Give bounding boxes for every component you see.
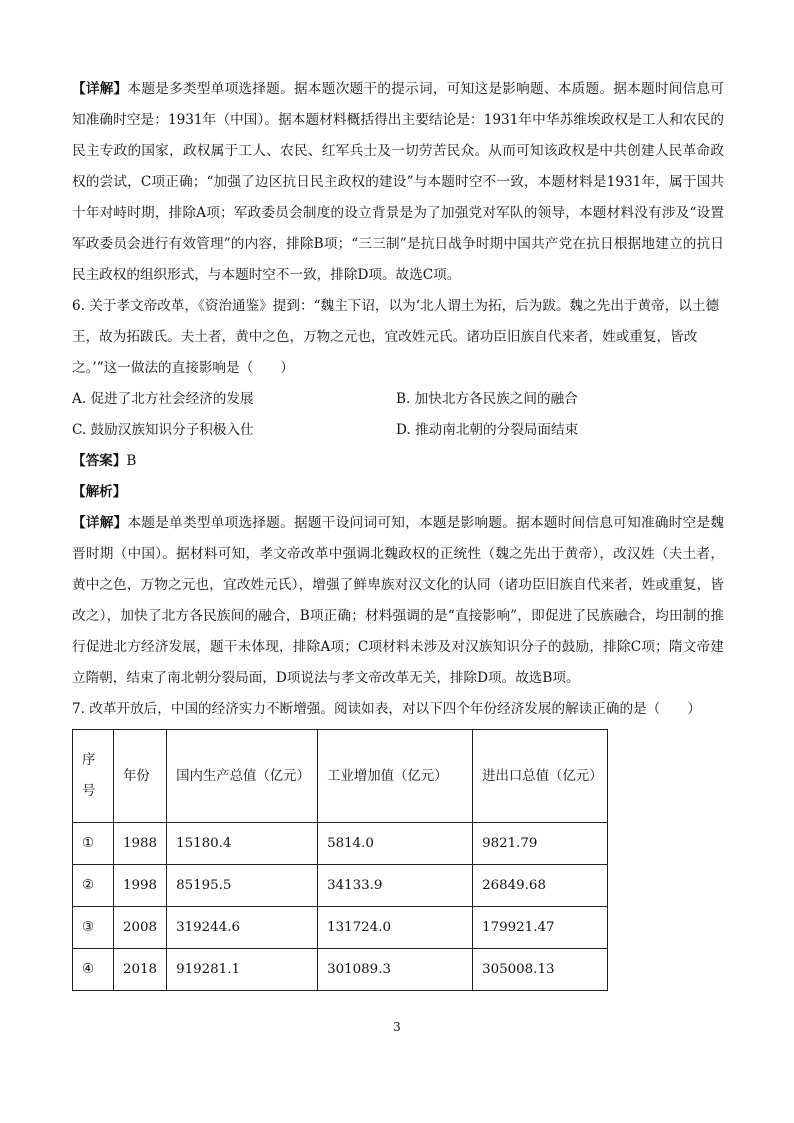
cell-year: 1998 [114, 865, 167, 907]
detail-text: 本题是多类型单项选择题。据本题次题干的提示词，可知这是影响题、本质题。据本题时间信息可知准确时空是：1931年（中国）。据本题材料概括得出主要结论是：1931年中华苏维埃政权是工人和农民的民主专政的国家，政权属于工人、农民、红军兵士及一切劳苦民众。从而可知该政权是中共创建人民革命政权的尝试，C项正确；“加强了边区抗日民主政权的建设”与本题时空不一致，本题材料是1931年，属于国共十年对峙时期，排除A项；军政委员会制度的设立背景是为了加强党对军队的领导，本题材料没有涉及“设置军政委员会进行有效管理”的内容，排除B项；“三三制”是抗日战争时期中国共产党在抗日根据地建立的抗日民主政权的组织形式，与本题时空不一致，排除D项。故选C项。 [72, 81, 724, 283]
economy-table [72, 729, 608, 991]
cell-industry: 301089.3 [318, 949, 473, 991]
answer-value: B [126, 453, 137, 469]
header-industry: 工业增加值（亿元） [318, 730, 473, 823]
cell-year: 2008 [114, 907, 167, 949]
header-index: 序号 [73, 730, 114, 823]
cell-index: ④ [73, 949, 114, 991]
cell-trade: 9821.79 [473, 823, 608, 865]
cell-gdp: 919281.1 [167, 949, 318, 991]
answer-line [72, 446, 724, 477]
table-row [73, 823, 608, 865]
table-header-row [73, 730, 608, 823]
cell-index: ③ [73, 907, 114, 949]
table-row [73, 865, 608, 907]
option-a: A. 促进了北方社会经济的发展 [72, 391, 254, 407]
page-content [72, 74, 724, 991]
header-gdp: 国内生产总值（亿元） [167, 730, 318, 823]
question-6-detail [72, 508, 724, 694]
answer-label: 【答案】 [72, 453, 127, 469]
cell-gdp: 319244.6 [167, 907, 318, 949]
cell-industry: 5814.0 [318, 823, 473, 865]
question-6-options-row-2 [72, 415, 724, 446]
cell-gdp: 85195.5 [167, 865, 318, 907]
cell-year: 1988 [114, 823, 167, 865]
cell-trade: 26849.68 [473, 865, 608, 907]
option-d: D. 推动南北朝的分裂局面结束 [396, 422, 579, 438]
cell-industry: 131724.0 [318, 907, 473, 949]
cell-index: ① [73, 823, 114, 865]
detail-text: 本题是单类型单项选择题。据题干设问词可知，本题是影响题。据本题时间信息可知准确时空是魏晋时期（中国）。据材料可知，孝文帝改革中强调北魏政权的正统性（魏之先出于黄帝），改汉姓（夫土者，黄中之色，万物之元也，宜改姓元氏），增强了鲜卑族对汉文化的认同（诸功臣旧族自代来者，姓或重复，皆改之），加快了北方各民族间的融合，B项正确；材料强调的是“直接影响”，即促进了民族融合，均田制的推行促进北方经济发展，题干未体现，排除A项；C项材料未涉及对汉族知识分子的鼓励，排除C项；隋文帝建立隋朝，结束了南北朝分裂局面，D项说法与孝文帝改革无关，排除D项。故选B项。 [72, 515, 724, 686]
option-c: C. 鼓励汉族知识分子积极入仕 [72, 422, 254, 438]
detail-label: 【详解】 [72, 81, 128, 97]
table-row [73, 907, 608, 949]
analysis-label: 【解析】 [72, 484, 127, 500]
cell-gdp: 15180.4 [167, 823, 318, 865]
cell-trade: 179921.47 [473, 907, 608, 949]
question-6-stem: 6. 关于孝文帝改革，《资治通鉴》提到：“魏主下诏，以为‘北人谓土为拓，后为跋。魏之先出于黄帝，以土德王，故为拓跋氏。夫土者，黄中之色，万物之元也，宜改姓元氏。诸功臣旧族自代来者，姓或重复，皆改之。’”这一做法的直接影响是（ ） [72, 298, 720, 376]
page-number: 3 [393, 1020, 401, 1034]
cell-industry: 34133.9 [318, 865, 473, 907]
detail-label: 【详解】 [72, 515, 128, 531]
previous-question-detail [72, 74, 724, 291]
header-year: 年份 [114, 730, 167, 823]
cell-index: ② [73, 865, 114, 907]
question-7-stem: 7. 改革开放后，中国的经济实力不断增强。阅读如表，对以下四个年份经济发展的解读正确的是（ ） [72, 701, 702, 717]
option-b: B. 加快北方各民族之间的融合 [396, 391, 578, 407]
header-trade: 进出口总值（亿元） [473, 730, 608, 823]
question-6-options-row-1 [72, 384, 724, 415]
table-row [73, 949, 608, 991]
cell-year: 2018 [114, 949, 167, 991]
cell-trade: 305008.13 [473, 949, 608, 991]
